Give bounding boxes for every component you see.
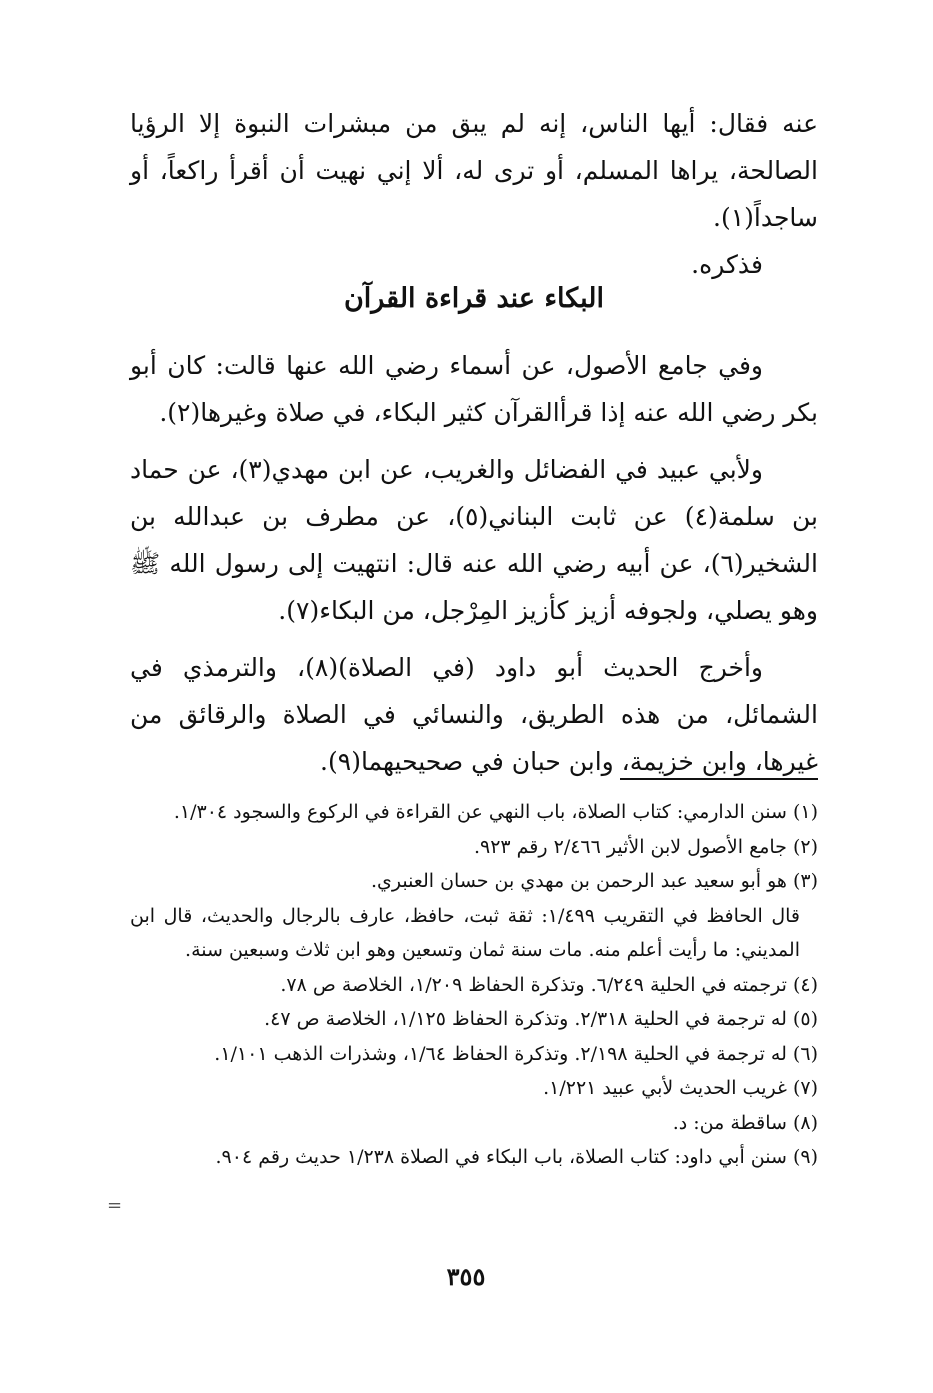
footnote: (٧) غريب الحديث لأبي عبيد ١/٢٢١.	[543, 1077, 818, 1099]
paragraph: ولأبي عبيد في الفضائل والغريب، عن ابن مهدي(٣)، عن حماد بن سلمة(٤) عن ثابت البناني(٥)، عن مطرف بن عبدالله بن الشخير(٦)، عن أبيه رضي الله عنه قال: انتهيت إلى رسول الله ﷺ وهو يصلي، ولجوفه أزيز كأزيز المِرْجل، من البكاء(٧).	[130, 455, 818, 625]
margin-mark: =	[107, 1195, 123, 1216]
paragraph: فذكره.	[691, 250, 763, 279]
footnote: (٦) له ترجمة في الحلية ٢/١٩٨. وتذكرة الحفاظ ١/٦٤، وشذرات الذهب ١/١٠١.	[214, 1042, 818, 1065]
footnote: (١) سنن الدارمي: كتاب الصلاة، باب النهي عن القراءة في الركوع والسجود ١/٣٠٤.	[173, 801, 818, 823]
paragraph: عنه فقال: أيها الناس، إنه لم يبق من مبشرات النبوة إلا الرؤيا الصالحة، يراها المسلم، أو ترى له، ألا إني نهيت أن أقرأ راكعاً، أو ساجداً(١).	[130, 109, 818, 232]
body-text-top	[130, 100, 818, 288]
body-text-section	[130, 342, 818, 785]
footnote: (٨) ساقطة من: د.	[672, 1111, 818, 1134]
paragraph: وأخرج الحديث أبو داود (في الصلاة)(٨)، والترمذي في الشمائل، من هذه الطريق، والنسائي في الصلاة والرقائق من غيرها، وابن خزيمة، وابن حبان في صحيحيهما(٩).	[130, 653, 818, 776]
section-title: البكاء عند قراءة القرآن	[343, 283, 605, 314]
footnotes	[130, 795, 818, 1175]
footnote-separator	[620, 778, 818, 780]
footnote: (٤) ترجمته في الحلية ٦/٢٤٩. وتذكرة الحفاظ ١/٢٠٩، الخلاصة ص ٧٨.	[280, 973, 818, 996]
footnote: (٩) سنن أبي داود: كتاب الصلاة، باب البكاء في الصلاة ١/٢٣٨ حديث رقم ٩٠٤.	[215, 1146, 818, 1168]
footnote: (٢) جامع الأصول لابن الأثير ٢/٤٦٦ رقم ٩٢٣.	[473, 835, 818, 858]
footnote: (٥) له ترجمة في الحلية ٢/٣١٨. وتذكرة الحفاظ ١/١٢٥، الخلاصة ص ٤٧.	[264, 1008, 818, 1030]
footnote: (٣) هو أبو سعيد عبد الرحمن بن مهدي بن حسان العنبري.	[370, 870, 818, 892]
page-number: ٣٥٥	[446, 1262, 486, 1291]
footnote-continuation: قال الحافظ في التقريب ١/٤٩٩: ثقة ثبت، حافظ، عارف بالرجال والحديث، قال ابن المديني: ما رأيت أعلم منه. مات سنة ثمان وتسعين وهو ابن ثلاث وسبعين سنة.	[130, 904, 800, 961]
paragraph: وفي جامع الأصول، عن أسماء رضي الله عنها قالت: كان أبو بكر رضي الله عنه إذا قرأالقرآن كثير البكاء، في صلاة وغيرها(٢).	[130, 351, 818, 427]
